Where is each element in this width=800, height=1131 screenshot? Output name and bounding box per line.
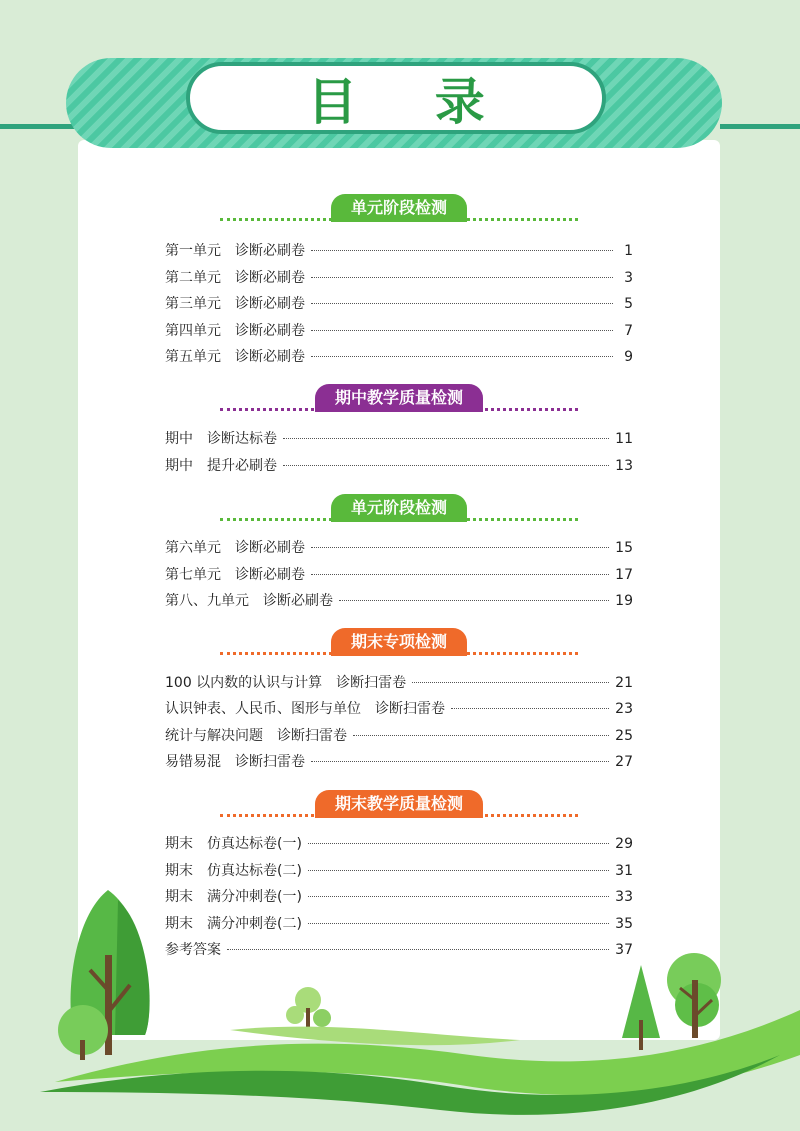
dot-leader [311, 547, 609, 548]
toc-entry-page: 21 [615, 675, 633, 691]
toc-entry[interactable] [165, 455, 633, 475]
section-header-midterm [220, 384, 578, 416]
toc-entry-page: 27 [615, 754, 633, 770]
toc-entry[interactable] [165, 428, 633, 448]
toc-entry-page: 29 [615, 836, 633, 852]
toc-entry-page: 1 [624, 243, 633, 259]
toc-entry-page: 7 [624, 323, 633, 339]
toc-entry[interactable] [165, 293, 633, 313]
tree-trunk [105, 955, 112, 1055]
toc-entry[interactable] [165, 240, 633, 260]
dot-leader [311, 277, 613, 278]
section-tab: 单元阶段检测 [331, 494, 467, 522]
header-rule-right [720, 124, 800, 129]
section-tab: 期中教学质量检测 [315, 384, 483, 412]
dot-leader [311, 303, 613, 304]
page-title: 目 录 [307, 73, 515, 131]
dot-leader [283, 465, 609, 466]
toc-entry-title: 期末 仿真达标卷(一) [165, 836, 302, 852]
toc-entry-title: 期中 诊断达标卷 [165, 431, 277, 447]
toc-entry-title: 100 以内数的认识与计算 诊断扫雷卷 [165, 675, 407, 691]
toc-entry-page: 25 [615, 728, 633, 744]
toc-entry[interactable] [165, 564, 633, 584]
toc-entry[interactable] [165, 320, 633, 340]
section-tab: 期末专项检测 [331, 628, 467, 656]
section-header-unit-test-2 [220, 494, 578, 526]
toc-entry-title: 参考答案 [165, 942, 221, 958]
toc-entry-title: 第一单元 诊断必刷卷 [165, 243, 305, 259]
toc-entry-title: 统计与解决问题 诊断扫雷卷 [165, 728, 347, 744]
tree-icon [313, 1009, 331, 1027]
header-rule-left [0, 124, 78, 129]
toc-entry-title: 期末 满分冲刺卷(二) [165, 916, 302, 932]
section-header-unit-test-1 [220, 194, 578, 226]
toc-entry-page: 9 [624, 349, 633, 365]
toc-entry-page: 37 [615, 942, 633, 958]
dot-leader [311, 356, 613, 357]
toc-entry-page: 5 [624, 296, 633, 312]
toc-entry-title: 期末 满分冲刺卷(一) [165, 889, 302, 905]
toc-entry[interactable] [165, 672, 633, 692]
toc-entry-page: 31 [615, 863, 633, 879]
toc-entry-title: 期末 仿真达标卷(二) [165, 863, 302, 879]
toc-entry[interactable] [165, 537, 633, 557]
toc-entry-page: 11 [615, 431, 633, 447]
toc-entry[interactable] [165, 346, 633, 366]
toc-entry[interactable] [165, 590, 633, 610]
toc-entry-page: 19 [615, 593, 633, 609]
tree-icon [286, 1006, 304, 1024]
toc-entry-title: 第六单元 诊断必刷卷 [165, 540, 305, 556]
dot-leader [451, 708, 609, 709]
toc-entry-title: 第二单元 诊断必刷卷 [165, 270, 305, 286]
tree-icon [115, 900, 150, 1035]
toc-entry-page: 33 [615, 889, 633, 905]
toc-entry[interactable] [165, 267, 633, 287]
toc-entry-title: 第七单元 诊断必刷卷 [165, 567, 305, 583]
toc-entry-page: 23 [615, 701, 633, 717]
toc-entry[interactable] [165, 833, 633, 853]
toc-entry-page: 15 [615, 540, 633, 556]
toc-entry-title: 第四单元 诊断必刷卷 [165, 323, 305, 339]
dot-leader [311, 574, 609, 575]
dot-leader [353, 735, 609, 736]
toc-entry-title: 第三单元 诊断必刷卷 [165, 296, 305, 312]
section-header-final-topics [220, 628, 578, 660]
title-pill [186, 62, 606, 134]
section-header-final-exam [220, 790, 578, 822]
dot-leader [339, 600, 609, 601]
dot-leader [311, 250, 613, 251]
toc-entry-title: 认识钟表、人民币、图形与单位 诊断扫雷卷 [165, 701, 445, 717]
toc-entry[interactable] [165, 725, 633, 745]
section-tab: 单元阶段检测 [331, 194, 467, 222]
dot-leader [311, 761, 609, 762]
landscape-illustration [0, 860, 800, 1131]
toc-entry[interactable] [165, 751, 633, 771]
toc-entry-title: 期中 提升必刷卷 [165, 458, 277, 474]
toc-entry-page: 13 [615, 458, 633, 474]
toc-entry-title: 易错易混 诊断扫雷卷 [165, 754, 305, 770]
toc-entry-page: 3 [624, 270, 633, 286]
hill-wave [230, 1027, 520, 1046]
dot-leader [283, 438, 609, 439]
dot-leader [308, 843, 609, 844]
toc-entry-title: 第五单元 诊断必刷卷 [165, 349, 305, 365]
toc-entry-page: 17 [615, 567, 633, 583]
section-tab: 期末教学质量检测 [315, 790, 483, 818]
dot-leader [311, 330, 613, 331]
dot-leader [412, 682, 609, 683]
toc-entry-page: 35 [615, 916, 633, 932]
toc-entry-title: 第八、九单元 诊断必刷卷 [165, 593, 333, 609]
toc-entry[interactable] [165, 698, 633, 718]
